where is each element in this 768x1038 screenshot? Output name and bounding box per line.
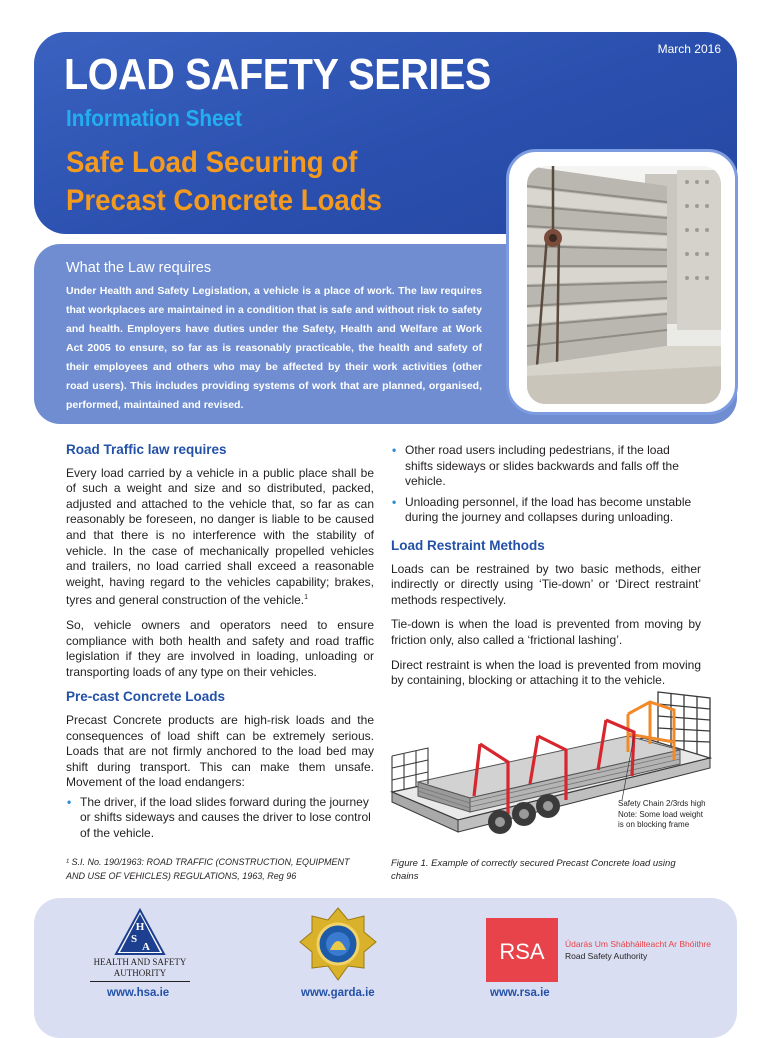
restraint-heading: Load Restraint Methods — [391, 537, 545, 553]
rsa-english-name: Road Safety Authority — [565, 951, 648, 961]
rsa-logo — [486, 918, 558, 982]
figure-note-line: Safety Chain 2/3rds high — [618, 799, 706, 808]
left-column — [66, 442, 374, 850]
issue-date: March 2016 — [657, 42, 721, 56]
hsa-triangle-icon — [80, 908, 200, 960]
list-item — [391, 443, 701, 490]
right-column — [391, 443, 701, 698]
figure-note-line: is on blocking frame — [618, 820, 690, 829]
figure-caption: Figure 1. Example of correctly secured Precast Concrete load using chains — [391, 858, 676, 882]
document-subtitle: Information Sheet — [66, 105, 242, 131]
hsa-logo-letter-s: S — [130, 933, 138, 945]
garda-badge-icon — [298, 906, 378, 986]
bullet-icon: • — [392, 443, 397, 457]
bullet-text: Unloading personnel, if the load has become unstable during the journey and collapses during unloading. — [405, 494, 692, 525]
hsa-logo-letter-h: H — [135, 921, 145, 933]
restraint-paragraph-2: Tie-down is when the load is prevented from moving by friction only, also called a ‘frictional lashing’. — [391, 617, 701, 647]
hsa-name-line: HEALTH AND SAFETY — [93, 957, 187, 967]
rsa-link[interactable]: www.rsa.ie — [490, 987, 550, 999]
road-traffic-paragraph-1 — [66, 466, 374, 609]
garda-link[interactable]: www.garda.ie — [301, 987, 375, 999]
restraint-paragraph-3: Direct restraint is when the load is prevented from moving by containing, blocking or attaching it to the vehicle. — [391, 657, 701, 688]
precast-stack-illustration — [527, 166, 721, 404]
garda-crest-logo — [298, 906, 378, 986]
footnote-marker: 1 — [304, 594, 309, 602]
hsa-name — [82, 957, 198, 979]
bullet-icon: • — [67, 794, 72, 809]
footnote: ¹ S.I. No. 190/1963: ROAD TRAFFIC (CONSTRUCTION, EQUIPMENT AND USE OF VEHICLES) REGULATIONS, 1963, Reg 96 — [66, 857, 350, 881]
hsa-link[interactable]: www.hsa.ie — [107, 987, 170, 999]
series-title: LOAD SAFETY SERIES — [64, 50, 491, 99]
divider — [90, 981, 190, 982]
rsa-logo-text: RSA — [499, 939, 545, 964]
restraint-paragraph-1: Loads can be restrained by two basic methods, either indirectly or directly using ‘Tie-down’ or ‘Direct restraint’ methods respectively. — [391, 561, 701, 607]
document-title-line2: Precast Concrete Loads — [66, 184, 382, 217]
bullet-icon: • — [392, 494, 397, 509]
rsa-irish-name: Údarás Um Shábháilteacht Ar Bhóithre — [565, 939, 711, 949]
road-traffic-text: Every load carried by a vehicle in a public place shall be of such a weight and size and so distributed, packed, adjusted and attached to the vehicle that, so far as can reasonably be foreseen, no danger is liable to be caused and that there is no interference with the stability of vehicle. In the case of mechanically propelled vehicles and trailers, no load carried shall exceed a reasonable weight, having regard to the vehicles capability; brakes, tyres and general construction of the vehicle. — [66, 465, 374, 608]
law-body: Under Health and Safety Legislation, a vehicle is a place of work. The law requires that workplaces are maintained in a condition that is safe and without risk to safety and health. Employers have duties under the Safety, Health and Welfare at Work Act 2005 to ensure, so far as is reasonably practicable, the health and safety of their employees and others who may be affected by their work activities (other road users). This includes providing systems of work that are planned, organised, performed, maintained and revised. — [66, 285, 482, 411]
list-item — [391, 495, 701, 526]
law-heading: What the Law requires — [66, 260, 212, 276]
document-title-line1: Safe Load Securing of — [66, 146, 358, 179]
precast-heading: Pre-cast Concrete Loads — [66, 689, 226, 705]
endangered-bullet-list — [391, 443, 701, 526]
rsa-badge-icon — [486, 918, 558, 982]
bullet-text: Other road users including pedestrians, if the load shifts sideways or slides backwards and falls off the vehicle. — [405, 443, 679, 489]
precast-bullet-list — [66, 795, 374, 842]
precast-concrete-photo — [527, 166, 721, 404]
list-item — [66, 795, 374, 842]
precast-paragraph: Precast Concrete products are high-risk loads and the consequences of load shift can be extremely serious. Loads that are not firmly anchored to the load bed may shift during transport. This can make them unsafe. Movement of the load endangers: — [66, 712, 374, 790]
figure-note-line: Note: Some load weight — [618, 809, 703, 819]
hsa-name-line: AUTHORITY — [113, 968, 167, 978]
hsa-logo-letter-a: A — [142, 941, 150, 953]
rsa-name — [565, 938, 735, 962]
bullet-text: The driver, if the load slides forward during the journey or shifts sideways and causes the driver to lose control of the vehicle. — [80, 794, 371, 841]
figure-note — [618, 799, 728, 831]
road-traffic-paragraph-2: So, vehicle owners and operators need to ensure compliance with both health and safety and road traffic legislation if they are involved in loading, unloading or transporting loads of any type on their vehicles. — [66, 617, 374, 679]
road-traffic-heading: Road Traffic law requires — [66, 442, 227, 457]
